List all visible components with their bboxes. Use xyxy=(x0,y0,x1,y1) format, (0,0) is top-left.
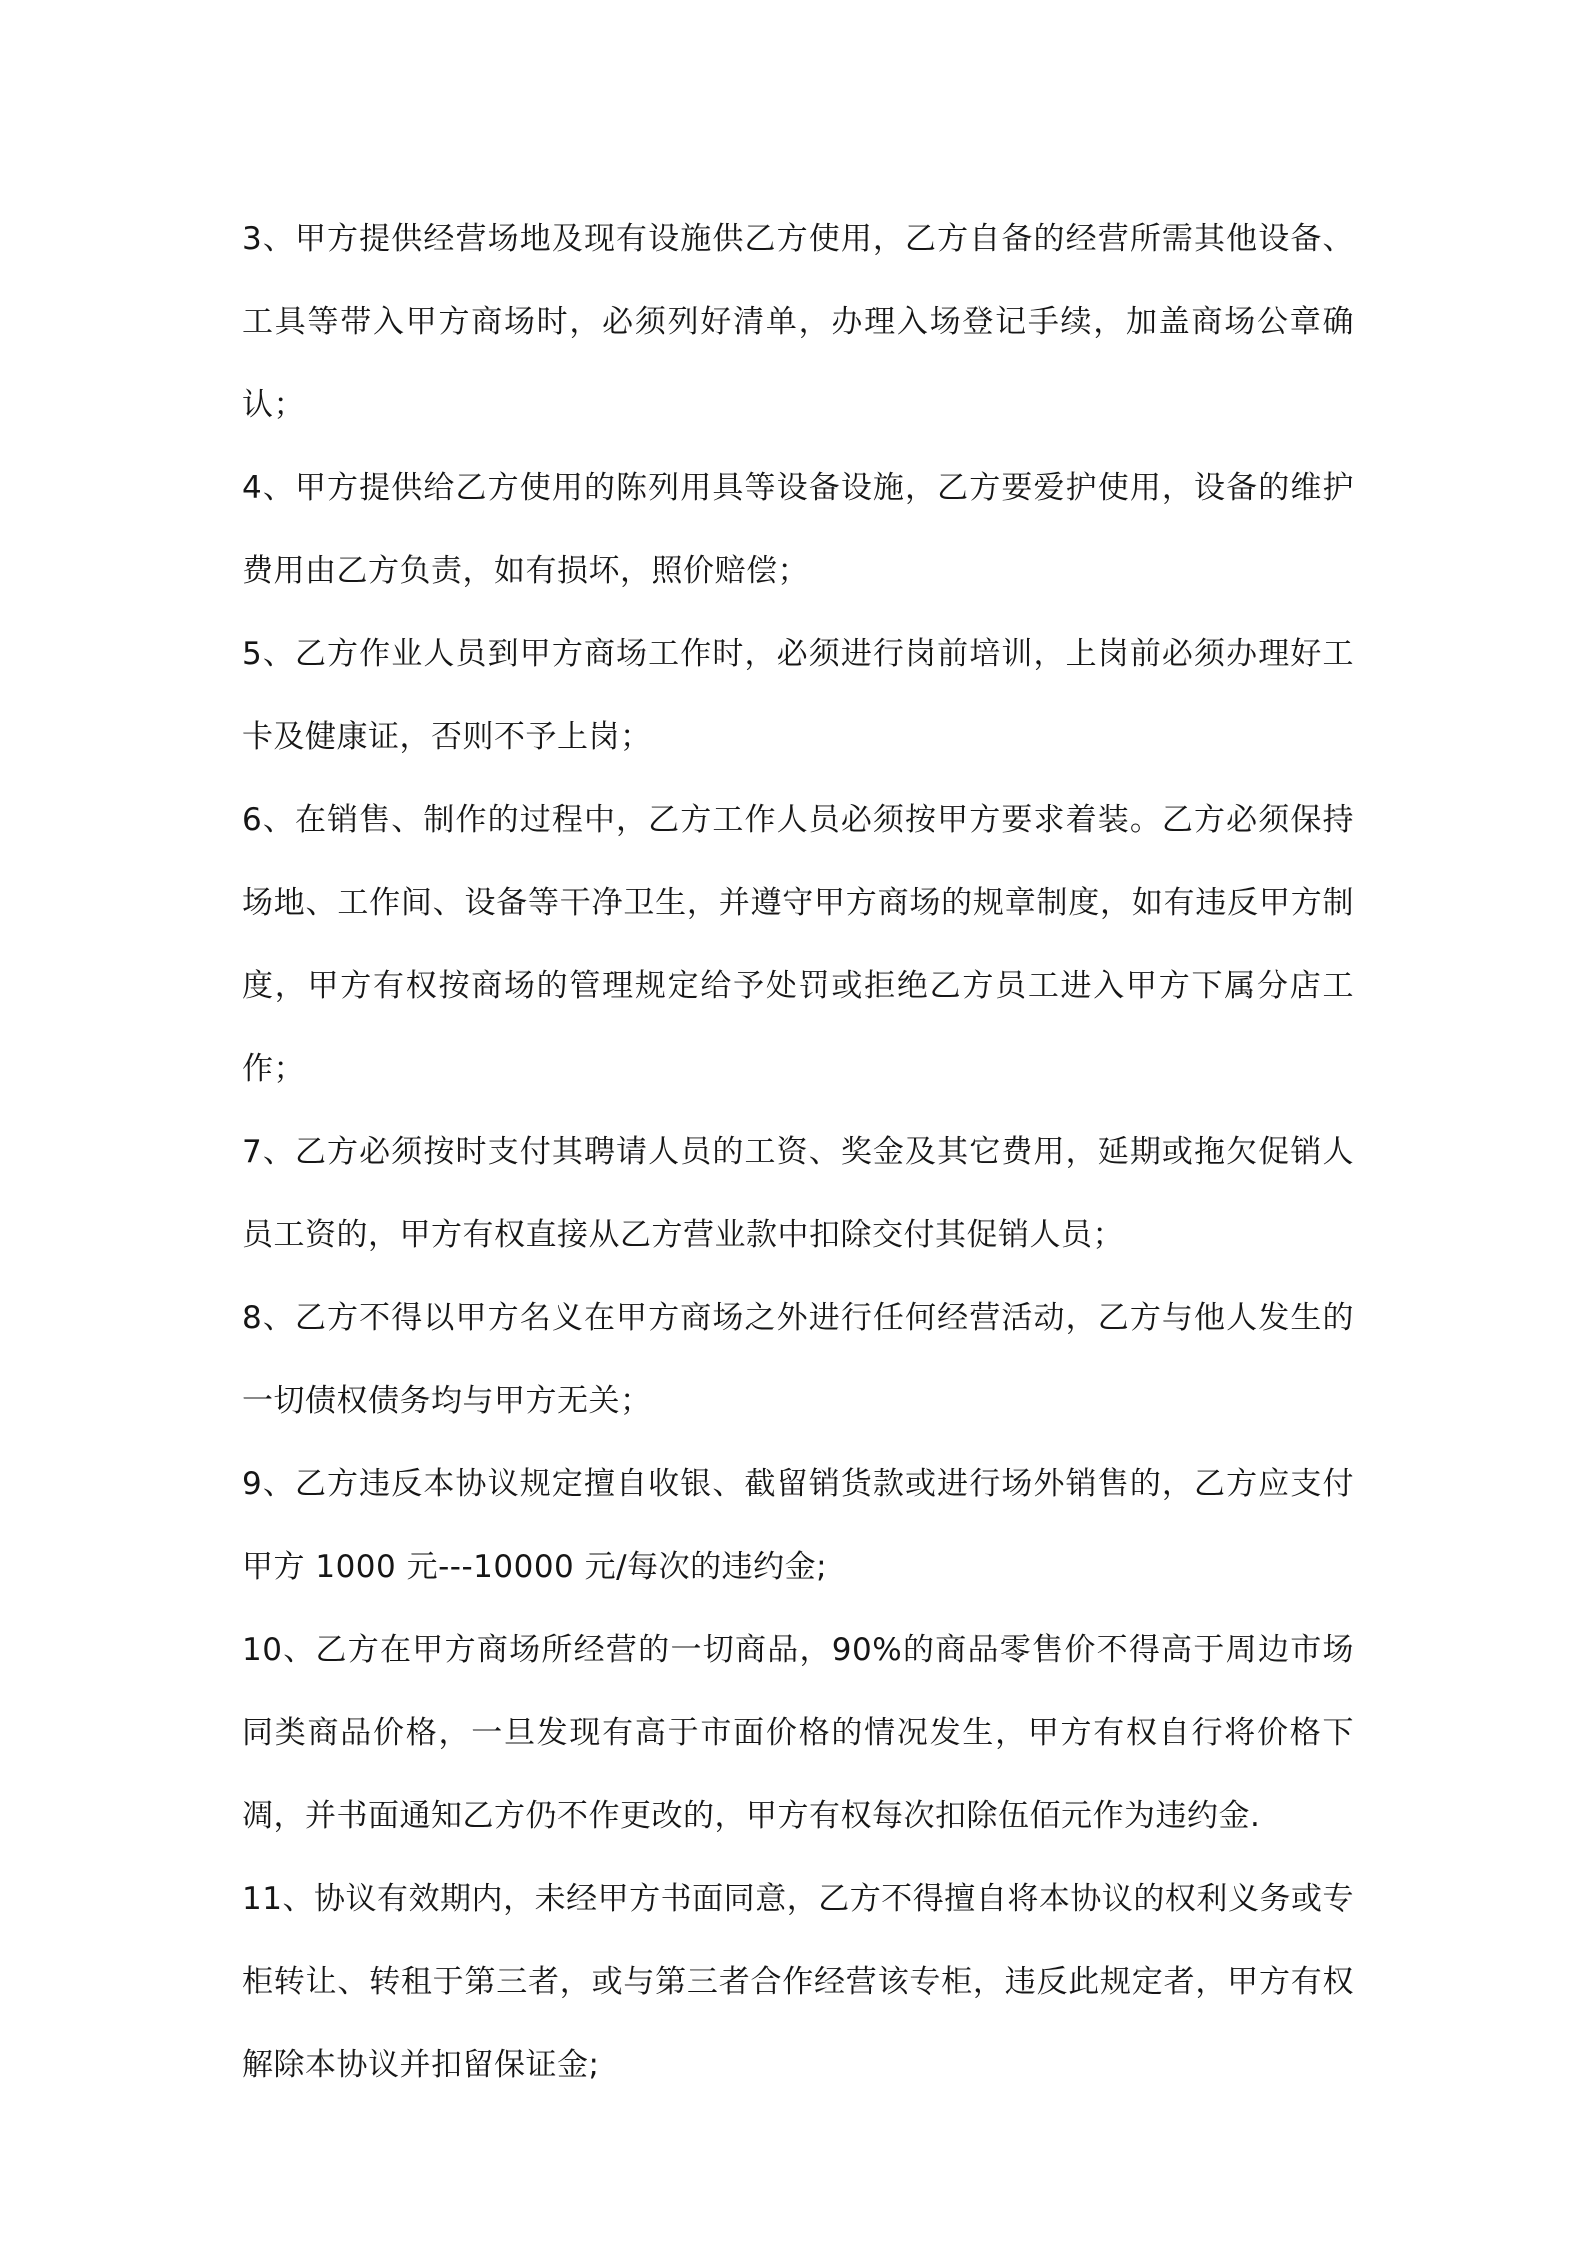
clause-11: 11、协议有效期内，未经甲方书面同意，乙方不得擅自将本协议的权利义务或专柜转让、转租于第三者，或与第三者合作经营该专柜，违反此规定者，甲方有权解除本协议并扣留保证金; xyxy=(242,1881,1354,2083)
clause-3: 3、甲方提供经营场地及现有设施供乙方使用，乙方自备的经营所需其他设备、工具等带入甲方商场时，必须列好清单，办理入场登记手续，加盖商场公章确认； xyxy=(242,221,1354,423)
document-page xyxy=(242,198,1354,2107)
clause-6: 6、在销售、制作的过程中，乙方工作人员必须按甲方要求着装。乙方必须保持场地、工作间、设备等干净卫生，并遵守甲方商场的规章制度，如有违反甲方制度，甲方有权按商场的管理规定给予处罚或拒绝乙方员工进入甲方下属分店工作； xyxy=(242,802,1354,1087)
clause-5: 5、乙方作业人员到甲方商场工作时，必须进行岗前培训，上岗前必须办理好工卡及健康证，否则不予上岗； xyxy=(242,636,1354,755)
clause-8: 8、乙方不得以甲方名义在甲方商场之外进行任何经营活动，乙方与他人发生的一切债权债务均与甲方无关； xyxy=(242,1300,1354,1419)
clause-7: 7、乙方必须按时支付其聘请人员的工资、奖金及其它费用，延期或拖欠促销人员工资的，甲方有权直接从乙方营业款中扣除交付其促销人员； xyxy=(242,1134,1354,1253)
clause-10: 10、乙方在甲方商场所经营的一切商品，90%的商品零售价不得高于周边市场同类商品价格，一旦发现有高于市面价格的情况发生，甲方有权自行将价格下凋，并书面通知乙方仍不作更改的，甲方有权每次扣除伍佰元作为违约金. xyxy=(242,1632,1354,1834)
clause-4: 4、甲方提供给乙方使用的陈列用具等设备设施，乙方要爱护使用，设备的维护费用由乙方负责，如有损坏，照价赔偿； xyxy=(242,470,1354,589)
clause-9: 9、乙方违反本协议规定擅自收银、截留销货款或进行场外销售的，乙方应支付甲方 1000 元---10000 元/每次的违约金; xyxy=(242,1466,1354,1585)
